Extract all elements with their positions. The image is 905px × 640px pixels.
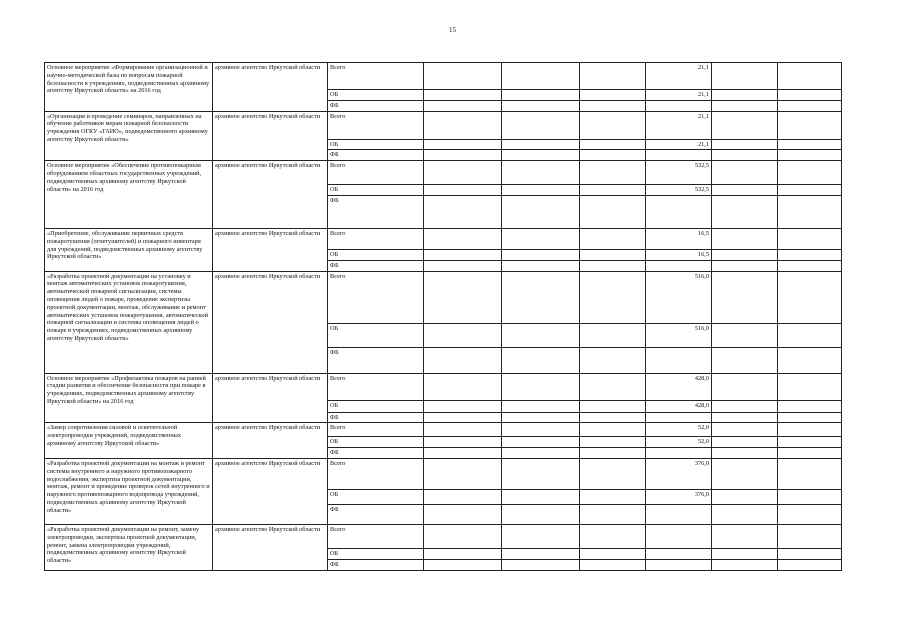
amount-cell — [646, 412, 712, 423]
empty-cell — [778, 90, 842, 101]
activity-name: Основное мероприятие «Профилактика пожаров на ранней стадии развития и обеспечение безопасности при пожаре в учреждениях, подведомственных архивному агентству Иркутской области» на 2016 год — [45, 373, 213, 423]
empty-cell — [424, 260, 502, 271]
empty-cell — [580, 100, 646, 111]
empty-cell — [778, 195, 842, 228]
amount-cell: 516,0 — [646, 323, 712, 347]
executor: архивное агентство Иркутской области — [213, 423, 328, 459]
empty-cell — [580, 458, 646, 489]
empty-cell — [580, 504, 646, 524]
empty-cell — [778, 423, 842, 437]
empty-cell — [778, 548, 842, 559]
empty-cell — [778, 63, 842, 90]
empty-cell — [424, 423, 502, 437]
empty-cell — [424, 195, 502, 228]
funding-source: Всего — [328, 271, 424, 323]
empty-cell — [712, 111, 778, 139]
amount-cell: 21,1 — [646, 139, 712, 150]
empty-cell — [712, 400, 778, 412]
empty-cell — [502, 412, 580, 423]
empty-cell — [502, 63, 580, 90]
funding-source: ФБ — [328, 100, 424, 111]
empty-cell — [580, 347, 646, 373]
empty-cell — [502, 559, 580, 570]
empty-cell — [778, 504, 842, 524]
funding-source: ФБ — [328, 504, 424, 524]
empty-cell — [580, 373, 646, 400]
amount-cell: 21,1 — [646, 90, 712, 101]
amount-cell: 16,5 — [646, 228, 712, 249]
empty-cell — [580, 448, 646, 459]
empty-cell — [424, 458, 502, 489]
amount-cell — [646, 347, 712, 373]
amount-cell: 428,0 — [646, 400, 712, 412]
empty-cell — [712, 559, 778, 570]
empty-cell — [580, 249, 646, 260]
empty-cell — [580, 185, 646, 196]
empty-cell — [424, 504, 502, 524]
empty-cell — [778, 150, 842, 161]
empty-cell — [712, 150, 778, 161]
empty-cell — [502, 504, 580, 524]
empty-cell — [580, 489, 646, 504]
empty-cell — [502, 548, 580, 559]
empty-cell — [502, 195, 580, 228]
empty-cell — [712, 260, 778, 271]
empty-cell — [502, 111, 580, 139]
amount-cell: 532,5 — [646, 185, 712, 196]
amount-cell: 21,1 — [646, 111, 712, 139]
empty-cell — [778, 249, 842, 260]
empty-cell — [424, 448, 502, 459]
amount-cell — [646, 150, 712, 161]
empty-cell — [424, 489, 502, 504]
empty-cell — [712, 63, 778, 90]
funding-source: ОБ — [328, 185, 424, 196]
empty-cell — [502, 185, 580, 196]
page-number: 15 — [449, 26, 456, 34]
funding-source: Всего — [328, 458, 424, 489]
empty-cell — [580, 195, 646, 228]
empty-cell — [778, 524, 842, 548]
funding-source: Всего — [328, 161, 424, 185]
empty-cell — [502, 437, 580, 448]
empty-cell — [580, 437, 646, 448]
executor: архивное агентство Иркутской области — [213, 111, 328, 161]
empty-cell — [502, 228, 580, 249]
empty-cell — [580, 161, 646, 185]
executor: архивное агентство Иркутской области — [213, 373, 328, 423]
empty-cell — [424, 271, 502, 323]
empty-cell — [424, 249, 502, 260]
amount-cell — [646, 448, 712, 459]
empty-cell — [424, 228, 502, 249]
amount-cell — [646, 559, 712, 570]
empty-cell — [712, 249, 778, 260]
funding-source: ОБ — [328, 90, 424, 101]
amount-cell: 428,0 — [646, 373, 712, 400]
funding-source: ОБ — [328, 548, 424, 559]
empty-cell — [424, 90, 502, 101]
table-row — [45, 111, 842, 139]
empty-cell — [424, 437, 502, 448]
empty-cell — [712, 90, 778, 101]
empty-cell — [778, 139, 842, 150]
table-row — [45, 373, 842, 400]
funding-source: Всего — [328, 524, 424, 548]
funding-source: ФБ — [328, 150, 424, 161]
empty-cell — [502, 373, 580, 400]
empty-cell — [502, 448, 580, 459]
empty-cell — [580, 400, 646, 412]
empty-cell — [778, 400, 842, 412]
empty-cell — [778, 412, 842, 423]
empty-cell — [778, 347, 842, 373]
empty-cell — [424, 150, 502, 161]
empty-cell — [712, 524, 778, 548]
empty-cell — [712, 489, 778, 504]
table-row — [45, 423, 842, 437]
amount-cell — [646, 100, 712, 111]
executor: архивное агентство Иркутской области — [213, 228, 328, 271]
empty-cell — [712, 271, 778, 323]
activity-name: «Приобретение, обслуживание первичных средств пожаротушения (огнетушителей) и пожарного инвентаря для учреждений, подведомственных архивному агентству Иркутской области» — [45, 228, 213, 271]
empty-cell — [778, 458, 842, 489]
funding-source: ОБ — [328, 437, 424, 448]
empty-cell — [580, 423, 646, 437]
amount-cell — [646, 524, 712, 548]
empty-cell — [778, 271, 842, 323]
empty-cell — [712, 437, 778, 448]
empty-cell — [580, 524, 646, 548]
empty-cell — [580, 548, 646, 559]
empty-cell — [502, 458, 580, 489]
empty-cell — [502, 100, 580, 111]
empty-cell — [502, 323, 580, 347]
empty-cell — [424, 400, 502, 412]
empty-cell — [502, 150, 580, 161]
empty-cell — [424, 63, 502, 90]
empty-cell — [778, 559, 842, 570]
empty-cell — [424, 373, 502, 400]
amount-cell: 52,0 — [646, 423, 712, 437]
empty-cell — [778, 260, 842, 271]
amount-cell — [646, 260, 712, 271]
empty-cell — [712, 548, 778, 559]
empty-cell — [712, 373, 778, 400]
executor: архивное агентство Иркутской области — [213, 271, 328, 373]
empty-cell — [502, 161, 580, 185]
empty-cell — [712, 195, 778, 228]
table-row — [45, 63, 842, 90]
table-row — [45, 228, 842, 249]
empty-cell — [580, 150, 646, 161]
activity-name: Основное мероприятие «Формирование организационной и научно-методической базы по вопросам пожарной безопасности в учреждениях, подведомственных архивному агентству Иркутской области» на 2016 год — [45, 63, 213, 112]
funding-source: ОБ — [328, 400, 424, 412]
activity-name: «Разработка проектной документации на установку и монтаж автоматических установок пожаротушения, автоматической пожарной сигнализации, системы оповещения людей о пожаре, проведение экспертизы проектной документации, монтаж, обслуживание и ремонт автоматических установок пожаротушения, автоматической пожарной сигнализации и системы оповещения людей о пожаре в учреждениях, подведомственных архивному агентству Иркутской области» — [45, 271, 213, 373]
program-table — [44, 62, 842, 571]
empty-cell — [502, 347, 580, 373]
empty-cell — [580, 323, 646, 347]
empty-cell — [580, 63, 646, 90]
activity-name: «Замер сопротивления силовой и осветительной электропроводки учреждений, подведомственных архивному агентству Иркутской области» — [45, 423, 213, 459]
funding-source: ФБ — [328, 260, 424, 271]
amount-cell: 532,5 — [646, 161, 712, 185]
empty-cell — [778, 185, 842, 196]
empty-cell — [424, 139, 502, 150]
amount-cell: 376,0 — [646, 489, 712, 504]
funding-source: Всего — [328, 373, 424, 400]
empty-cell — [712, 423, 778, 437]
funding-source: Всего — [328, 423, 424, 437]
amount-cell: 376,0 — [646, 458, 712, 489]
empty-cell — [424, 100, 502, 111]
empty-cell — [580, 271, 646, 323]
empty-cell — [502, 90, 580, 101]
empty-cell — [502, 271, 580, 323]
funding-source: ФБ — [328, 448, 424, 459]
empty-cell — [424, 185, 502, 196]
empty-cell — [580, 260, 646, 271]
empty-cell — [712, 448, 778, 459]
empty-cell — [778, 437, 842, 448]
empty-cell — [712, 323, 778, 347]
empty-cell — [712, 100, 778, 111]
empty-cell — [712, 347, 778, 373]
empty-cell — [502, 400, 580, 412]
empty-cell — [424, 347, 502, 373]
empty-cell — [712, 185, 778, 196]
empty-cell — [424, 161, 502, 185]
funding-source: ОБ — [328, 323, 424, 347]
activity-name: Основное мероприятие «Обеспечение противопожарным оборудованием областных государственных учреждений, подведомственных архивному агентству Иркутской области» на 2016 год — [45, 161, 213, 229]
table-row — [45, 524, 842, 548]
empty-cell — [778, 323, 842, 347]
empty-cell — [424, 412, 502, 423]
table-row — [45, 161, 842, 185]
funding-source: Всего — [328, 111, 424, 139]
empty-cell — [778, 100, 842, 111]
empty-cell — [712, 504, 778, 524]
amount-cell — [646, 504, 712, 524]
empty-cell — [778, 228, 842, 249]
empty-cell — [580, 139, 646, 150]
amount-cell: 52,0 — [646, 437, 712, 448]
amount-cell: 16,5 — [646, 249, 712, 260]
amount-cell — [646, 548, 712, 559]
empty-cell — [424, 559, 502, 570]
empty-cell — [502, 249, 580, 260]
empty-cell — [778, 373, 842, 400]
empty-cell — [424, 111, 502, 139]
amount-cell — [646, 195, 712, 228]
empty-cell — [502, 260, 580, 271]
activity-name: «Организация и проведение семинаров, направленных на обучение работников мерам пожарной безопасности учреждения ОГКУ «ГАИО», подведомственного архивному агентству Иркутской области» — [45, 111, 213, 161]
empty-cell — [712, 139, 778, 150]
funding-source: ФБ — [328, 559, 424, 570]
empty-cell — [580, 559, 646, 570]
executor: архивное агентство Иркутской области — [213, 458, 328, 524]
amount-cell: 21,1 — [646, 63, 712, 90]
amount-cell: 516,0 — [646, 271, 712, 323]
funding-source: Всего — [328, 228, 424, 249]
empty-cell — [580, 90, 646, 101]
executor: архивное агентство Иркутской области — [213, 524, 328, 570]
funding-source: Всего — [328, 63, 424, 90]
empty-cell — [778, 111, 842, 139]
activity-name: «Разработка проектной документации на ремонт, замену электропроводки, экспертиза проектной документации, ремонт, замена электропроводки учреждений, подведомственных архивному агентству Иркутской области» — [45, 524, 213, 570]
empty-cell — [424, 548, 502, 559]
empty-cell — [778, 161, 842, 185]
empty-cell — [712, 412, 778, 423]
funding-source: ОБ — [328, 139, 424, 150]
executor: архивное агентство Иркутской области — [213, 63, 328, 112]
table-row — [45, 458, 842, 489]
empty-cell — [502, 524, 580, 548]
activity-name: «Разработка проектной документации на монтаж и ремонт системы внутреннего и наружного противопожарного водоснабжения, экспертиза проектной документации, монтаж, ремонт и проведение проверок сетей внутреннего и наружного противопожарного водопровода учреждений, подведомственных архивному агентству Иркутской области» — [45, 458, 213, 524]
funding-source: ОБ — [328, 249, 424, 260]
empty-cell — [778, 448, 842, 459]
executor: архивное агентство Иркутской области — [213, 161, 328, 229]
empty-cell — [502, 423, 580, 437]
empty-cell — [580, 412, 646, 423]
empty-cell — [424, 323, 502, 347]
empty-cell — [712, 458, 778, 489]
empty-cell — [712, 161, 778, 185]
funding-source: ОБ — [328, 489, 424, 504]
empty-cell — [424, 524, 502, 548]
table-row — [45, 271, 842, 323]
empty-cell — [778, 489, 842, 504]
funding-source: ФБ — [328, 412, 424, 423]
funding-source: ФБ — [328, 195, 424, 228]
empty-cell — [502, 139, 580, 150]
empty-cell — [712, 228, 778, 249]
empty-cell — [502, 489, 580, 504]
empty-cell — [580, 228, 646, 249]
empty-cell — [580, 111, 646, 139]
funding-source: ФБ — [328, 347, 424, 373]
